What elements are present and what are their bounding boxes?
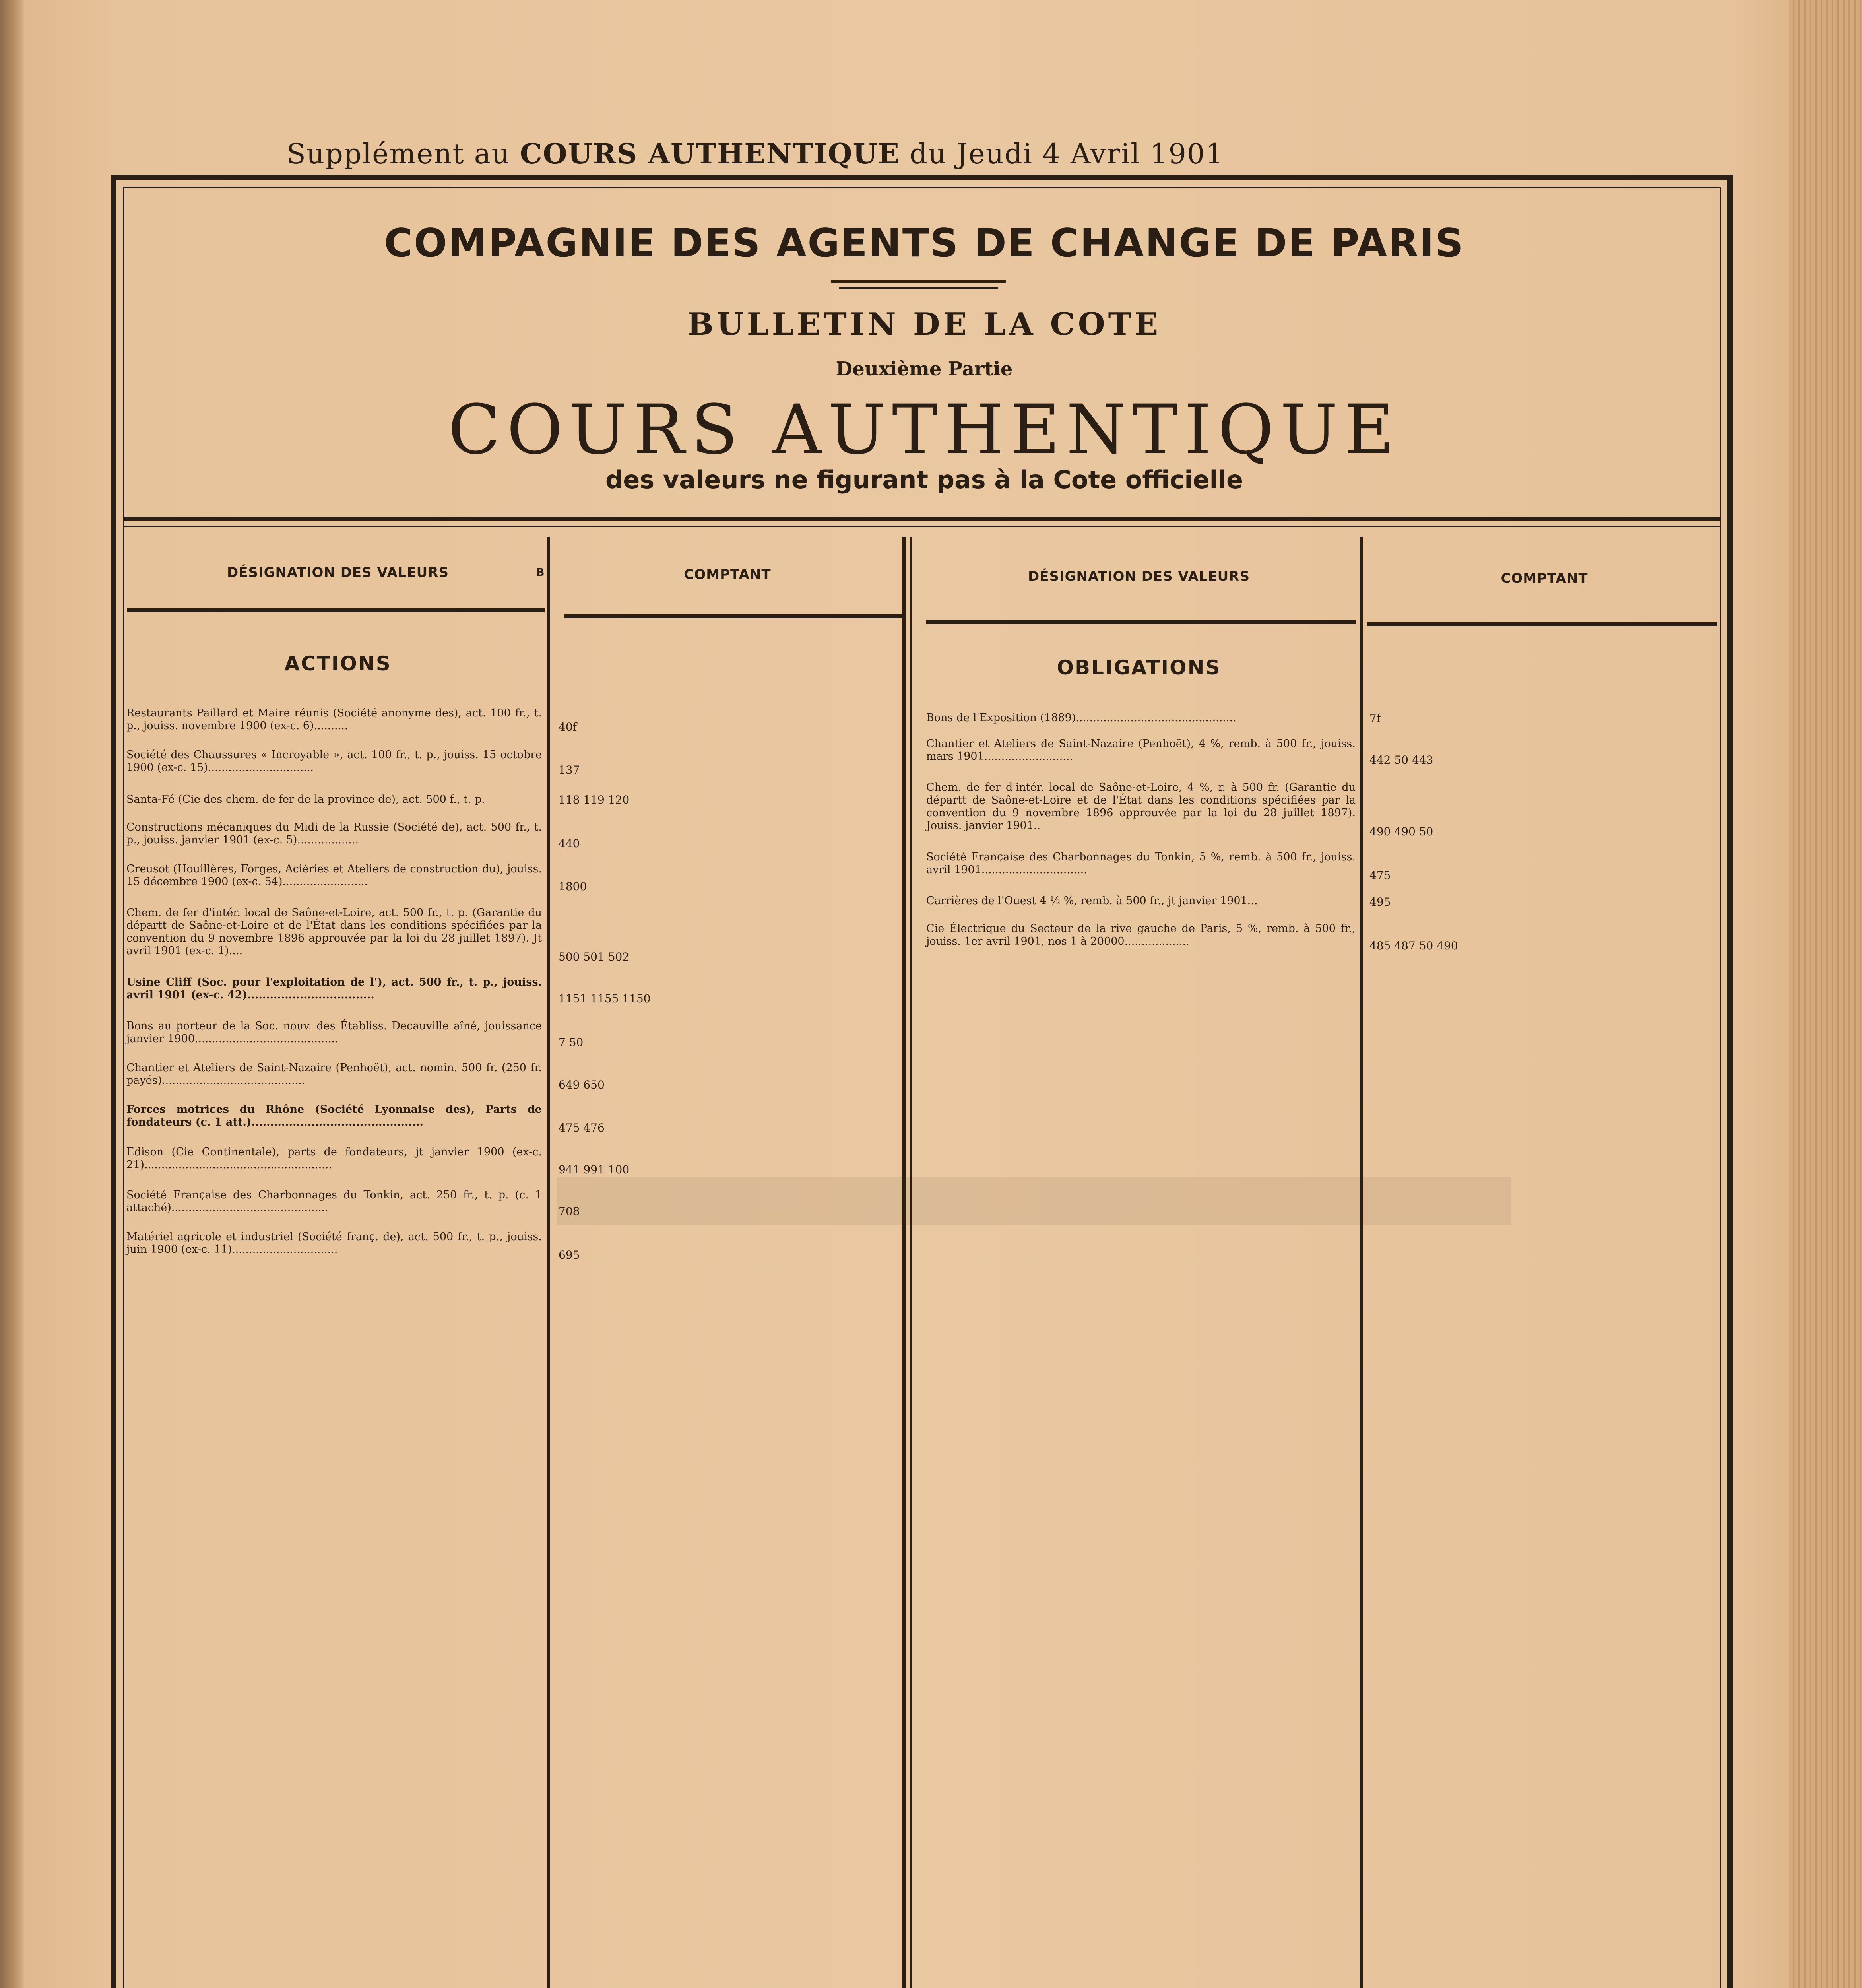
section-actions: ACTIONS <box>284 652 392 675</box>
action-entry: Constructions mécaniques du Midi de la Russie (Société de), act. 500 fr., t. p., jouiss. janvier 1901 (ex-c. 5).................. <box>126 821 542 846</box>
supplement-prefix: Supplément au <box>287 138 510 170</box>
action-entry: Chantier et Ateliers de Saint-Nazaire (Penhoët), act. nomin. 500 fr. (250 fr. payés).......................................... <box>126 1062 542 1087</box>
obligation-price: 490 490 50 <box>1369 825 1433 838</box>
action-entry: Matériel agricole et industriel (Société franç. de), act. 500 fr., t. p., jouiss. juin 1900 (ex-c. 11)............................... <box>126 1231 542 1256</box>
action-price: 118 119 120 <box>559 793 630 806</box>
obligation-entry: Société Française des Charbonnages du Tonkin, 5 %, remb. à 500 fr., jouiss. avril 1901............................... <box>926 851 1356 876</box>
action-entry: Société Française des Charbonnages du Tonkin, act. 250 fr., t. p. (c. 1 attaché).............................................. <box>126 1189 542 1214</box>
action-price: 649 650 <box>559 1078 605 1091</box>
action-price: 7 50 <box>559 1036 584 1049</box>
header-rule-thin <box>123 526 1721 527</box>
col-divider-left <box>547 537 550 1988</box>
obligation-price: 485 487 50 490 <box>1369 939 1458 952</box>
supplement-title: COURS AUTHENTIQUE <box>520 137 900 170</box>
action-price: 708 <box>559 1205 580 1218</box>
col-header-rule-2 <box>564 614 902 618</box>
action-entry: Edison (Cie Continentale), parts de fondateurs, jt janvier 1900 (ex-c. 21)....................................................... <box>126 1146 542 1171</box>
col-divider-center-thin <box>910 537 912 1988</box>
action-price: 440 <box>559 837 580 850</box>
company-title: COMPAGNIE DES AGENTS DE CHANGE DE PARIS <box>384 221 1464 266</box>
action-price: 1800 <box>559 880 587 893</box>
action-price: 695 <box>559 1248 580 1262</box>
title-rule-bottom <box>839 287 998 289</box>
col-header-designation-right: DÉSIGNATION DES VALEURS <box>1028 569 1250 584</box>
col-header-b: B <box>536 567 545 579</box>
action-entry: Chem. de fer d'intér. local de Saône-et-Loire, act. 500 fr., t. p. (Garantie du départt de Saône-et-Loire et de l'État dans les conditions spécifiées par la convention du 9 novembre 1896 approuvée par la loi du 28 juillet 1897). Jt avril 1901 (ex-c. 1).... <box>126 907 542 957</box>
partie-label: Deuxième Partie <box>836 358 1013 380</box>
page-edges <box>1789 0 1862 1988</box>
action-price: 40f <box>559 720 577 734</box>
action-price: 475 476 <box>559 1121 605 1134</box>
action-price: 1151 1155 1150 <box>559 992 651 1005</box>
col-divider-right <box>1360 537 1363 1988</box>
obligation-entry: Bons de l'Exposition (1889)............................................... <box>926 712 1236 724</box>
main-title: COURS AUTHENTIQUE <box>448 390 1400 470</box>
subtitle: des valeurs ne figurant pas à la Cote officielle <box>605 465 1243 494</box>
action-entry: Usine Cliff (Soc. pour l'exploitation de l'), act. 500 fr., t. p., jouiss. avril 1901 (ex-c. 42).................................. <box>126 976 542 1001</box>
col-header-rule-4 <box>1367 622 1717 626</box>
obligation-price: 495 <box>1369 895 1391 909</box>
supplement-line <box>111 137 1399 170</box>
col-header-comptant-right: COMPTANT <box>1501 571 1588 586</box>
binding-edge <box>0 0 24 1988</box>
action-entry: Forces motrices du Rhône (Société Lyonnaise des), Parts de fondateurs (c. 1 att.).............................................. <box>126 1103 542 1128</box>
col-header-comptant-left: COMPTANT <box>684 567 771 582</box>
obligation-entry: Chem. de fer d'intér. local de Saône-et-Loire, 4 %, r. à 500 fr. (Garantie du départt de Saône-et-Loire et de l'État dans les conditions spécifiées par la convention du 9 novembre 1896 approuvée par la loi du 28 juillet 1897). Jouiss. janvier 1901.. <box>926 781 1356 832</box>
action-entry: Restaurants Paillard et Maire réunis (Société anonyme des), act. 100 fr., t. p., jouiss. novembre 1900 (ex-c. 6).......... <box>126 707 542 732</box>
title-rule-top <box>831 280 1006 283</box>
obligation-entry: Cie Électrique du Secteur de la rive gauche de Paris, 5 %, remb. à 500 fr., jouiss. 1er avril 1901, nos 1 à 20000................... <box>926 922 1356 947</box>
col-divider-center <box>902 537 906 1988</box>
action-entry: Santa-Fé (Cie des chem. de fer de la province de), act. 500 f., t. p. <box>126 793 485 806</box>
col-header-rule-1 <box>127 608 545 612</box>
action-entry: Société des Chaussures « Incroyable », act. 100 fr., t. p., jouiss. 15 octobre 1900 (ex-c. 15)............................... <box>126 749 542 774</box>
action-entry: Creusot (Houillères, Forges, Aciéries et Ateliers de construction du), jouiss. 15 décembre 1900 (ex-c. 54)......................... <box>126 863 542 888</box>
obligation-price: 475 <box>1369 869 1391 882</box>
action-price: 941 991 100 <box>559 1163 630 1176</box>
obligation-entry: Chantier et Ateliers de Saint-Nazaire (Penhoët), 4 %, remb. à 500 fr., jouiss. mars 1901.......................... <box>926 738 1356 763</box>
section-obligations: OBLIGATIONS <box>1057 656 1221 679</box>
col-header-designation-left: DÉSIGNATION DES VALEURS <box>227 565 449 580</box>
obligation-price: 7f <box>1369 712 1381 725</box>
obligation-price: 442 50 443 <box>1369 753 1433 767</box>
obligation-entry: Carrières de l'Ouest 4 ½ %, remb. à 500 fr., jt janvier 1901... <box>926 895 1258 907</box>
action-entry: Bons au porteur de la Soc. nouv. des Établiss. Decauville aîné, jouissance janvier 1900.......................................... <box>126 1020 542 1045</box>
col-header-rule-3 <box>926 620 1356 624</box>
action-price: 500 501 502 <box>559 950 630 963</box>
action-price: 137 <box>559 763 580 777</box>
header-rule <box>123 517 1721 521</box>
supplement-date: du Jeudi 4 Avril 1901 <box>910 138 1224 170</box>
bulletin-title: BULLETIN DE LA COTE <box>687 306 1162 342</box>
